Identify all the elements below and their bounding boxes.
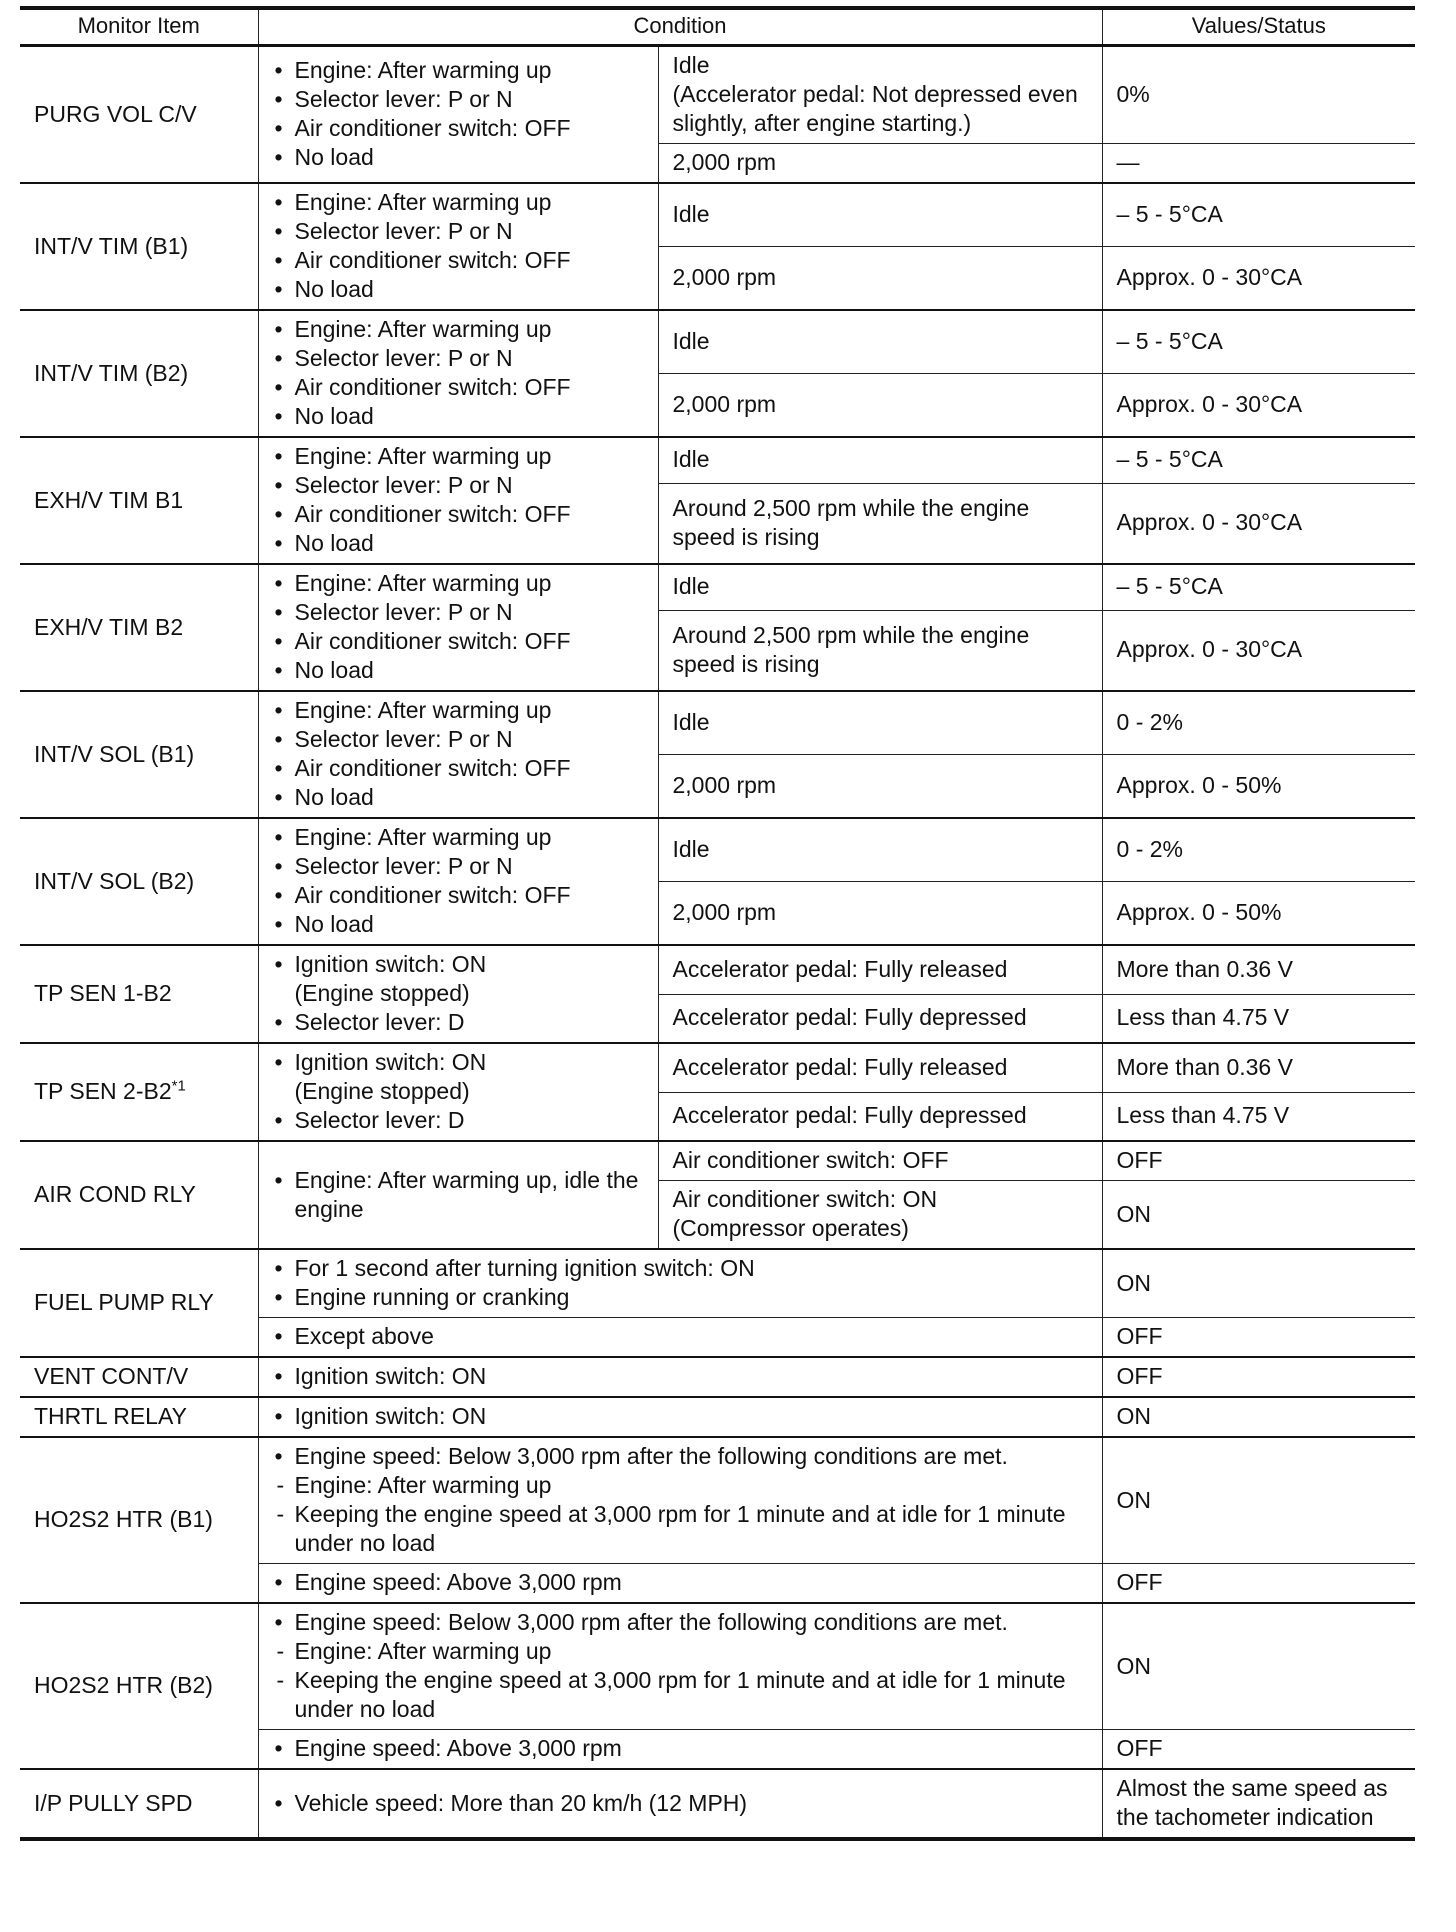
condition-list [273,1568,1088,1597]
condition-list [273,1734,1088,1763]
monitor-item-label: EXH/V TIM B2 [34,613,184,640]
table-row [20,310,1415,374]
condition-list [273,1048,644,1135]
condition-item: • Engine: After warming up [273,56,644,85]
sub-condition-cell: 2,000 rpm [658,374,1102,438]
value-status-cell: Approx. 0 - 30°CA [1102,374,1415,438]
condition-item: • Air conditioner switch: OFF [273,373,644,402]
condition-cell [258,1357,1102,1397]
table-row [20,1603,1415,1730]
condition-cell [258,945,658,1043]
sub-condition-cell: 2,000 rpm [658,247,1102,311]
value-status-cell: Approx. 0 - 30°CA [1102,610,1415,691]
condition-item: - Keeping the engine speed at 3,000 rpm for 1 minute and at idle for 1 minute under no load [273,1500,1088,1558]
monitor-item-int-v-tim-b2 [20,310,258,437]
condition-list [273,315,644,431]
table-row [20,1769,1415,1839]
condition-item: • Selector lever: P or N [273,217,644,246]
value-status-cell: ON [1102,1181,1415,1250]
condition-item: • Air conditioner switch: OFF [273,754,644,783]
condition-item: • No load [273,143,644,172]
monitor-item-thrtl-relay [20,1397,258,1437]
condition-item: • Selector lever: P or N [273,85,644,114]
condition-item: • Air conditioner switch: OFF [273,627,644,656]
sub-condition-cell: Idle [658,691,1102,755]
monitor-item-label: INT/V TIM (B2) [34,359,189,386]
sub-condition-cell: 2,000 rpm [658,144,1102,184]
value-status-cell: Approx. 0 - 30°CA [1102,483,1415,564]
condition-item: • Air conditioner switch: OFF [273,500,644,529]
condition-cell [258,1564,1102,1604]
sub-condition-cell: Air conditioner switch: OFF [658,1141,1102,1181]
monitor-item-vent-cont-v [20,1357,258,1397]
condition-item: • Air conditioner switch: OFF [273,881,644,910]
monitor-item-label: AIR COND RLY [34,1181,196,1207]
table-row [20,437,1415,483]
monitor-item-int-v-sol-b2 [20,818,258,945]
condition-item: - Engine: After warming up [273,1471,1088,1500]
condition-item: • Engine speed: Below 3,000 rpm after the following conditions are met. [273,1442,1088,1471]
monitor-item-tp-sen-1-b2 [20,945,258,1043]
monitor-item-label: PURG VOL C/V [34,100,197,127]
condition-item: • Selector lever: D [273,1106,644,1135]
header-values-status: Values/Status [1102,8,1415,46]
condition-item: - Keeping the engine speed at 3,000 rpm for 1 minute and at idle for 1 minute under no load [273,1666,1088,1724]
monitor-item-label: HO2S2 HTR (B1) [34,1506,213,1532]
table-row [20,1357,1415,1397]
sub-condition-cell: Idle [658,818,1102,882]
header-condition: Condition [258,8,1102,46]
table-row [20,183,1415,247]
condition-item: • No load [273,910,644,939]
table-row [20,818,1415,882]
condition-item: • Ignition switch: ON [273,1362,1088,1391]
table-row [20,1141,1415,1181]
table-row [20,1437,1415,1564]
condition-item: • Selector lever: P or N [273,598,644,627]
condition-item: • For 1 second after turning ignition switch: ON [273,1254,1088,1283]
monitor-item-int-v-sol-b1 [20,691,258,818]
condition-item: • Air conditioner switch: OFF [273,114,644,143]
value-status-cell: Approx. 0 - 50% [1102,882,1415,946]
footnote-marker: *1 [171,1077,186,1095]
value-status-cell: Approx. 0 - 30°CA [1102,247,1415,311]
condition-item: • Selector lever: P or N [273,344,644,373]
condition-item: • Engine: After warming up [273,442,644,471]
monitor-item-label: INT/V SOL (B2) [34,867,195,894]
monitor-item-tp-sen-2-b2 [20,1043,258,1141]
monitor-item-int-v-tim-b1 [20,183,258,310]
value-status-cell: 0 - 2% [1102,691,1415,755]
condition-item: (Engine stopped) [294,980,470,1006]
sub-condition-cell: Idle [658,564,1102,610]
condition-cell [258,1043,658,1141]
value-status-cell: OFF [1102,1318,1415,1358]
monitor-item-ho2s2-htr-b1 [20,1437,258,1603]
condition-item: • Engine speed: Below 3,000 rpm after the following conditions are met. [273,1608,1088,1637]
value-status-cell: – 5 - 5°CA [1102,183,1415,247]
monitor-item-label: I/P PULLY SPD [34,1789,193,1816]
condition-cell [258,1603,1102,1730]
condition-item: • Engine running or cranking [273,1283,1088,1312]
table-header [20,8,1415,46]
condition-cell [258,437,658,564]
value-status-cell: – 5 - 5°CA [1102,437,1415,483]
condition-cell [258,310,658,437]
sub-condition-cell: Around 2,500 rpm while the engine speed is rising [658,610,1102,691]
condition-list [273,823,644,939]
value-status-cell: 0% [1102,46,1415,144]
condition-list [273,1608,1088,1724]
condition-list [273,1402,1088,1431]
condition-list [273,1789,1088,1818]
monitor-item-label: INT/V SOL (B1) [34,740,195,767]
condition-item: • No load [273,656,644,685]
condition-item: • Engine: After warming up, idle the engine [273,1166,644,1224]
condition-cell [258,1318,1102,1358]
condition-list [273,442,644,558]
value-status-cell: Less than 4.75 V [1102,994,1415,1043]
monitor-item-fuel-pump-rly [20,1249,258,1357]
condition-cell [258,818,658,945]
condition-cell [258,691,658,818]
table-row [20,1397,1415,1437]
condition-item: • No load [273,529,644,558]
value-status-cell: ON [1102,1437,1415,1564]
header-monitor-item: Monitor Item [20,8,258,46]
value-status-cell: — [1102,144,1415,184]
monitor-item-air-cond-rly [20,1141,258,1249]
sub-condition-cell: Accelerator pedal: Fully released [658,945,1102,994]
condition-item: • Air conditioner switch: OFF [273,246,644,275]
condition-item: • Selector lever: P or N [273,725,644,754]
condition-item: • Engine speed: Above 3,000 rpm [273,1568,1088,1597]
table-row [20,1249,1415,1318]
monitor-item-purg-vol-c-v [20,46,258,184]
condition-item: - Engine: After warming up [273,1637,1088,1666]
sub-condition-cell: Accelerator pedal: Fully released [658,1043,1102,1092]
condition-item: • Engine: After warming up [273,569,644,598]
value-status-cell: 0 - 2% [1102,818,1415,882]
condition-item: • Vehicle speed: More than 20 km/h (12 MPH) [273,1789,1088,1818]
value-status-cell: More than 0.36 V [1102,945,1415,994]
condition-list [273,56,644,172]
condition-item: (Engine stopped) [294,1078,470,1104]
monitor-item-i-p-pully-spd [20,1769,258,1839]
value-status-cell: OFF [1102,1564,1415,1604]
table-row [20,1043,1415,1092]
value-status-cell: ON [1102,1249,1415,1318]
condition-item: • No load [273,275,644,304]
sub-condition-cell: Accelerator pedal: Fully depressed [658,994,1102,1043]
value-status-cell: Almost the same speed as the tachometer indication [1102,1769,1415,1839]
sub-condition-cell: Around 2,500 rpm while the engine speed is rising [658,483,1102,564]
condition-item: • Ignition switch: ON [273,1402,1088,1431]
monitor-item-label: EXH/V TIM B1 [34,486,184,513]
sub-condition-cell: Idle (Accelerator pedal: Not depressed even slightly, after engine starting.) [658,46,1102,144]
condition-cell [258,1249,1102,1318]
condition-item: • Engine: After warming up [273,696,644,725]
condition-item: • Engine: After warming up [273,315,644,344]
condition-item: • Ignition switch: ON [273,1048,644,1077]
condition-item: • No load [273,783,644,812]
sub-condition-cell: Idle [658,183,1102,247]
condition-list [273,950,644,1037]
condition-list [273,1322,1088,1351]
monitor-item-exh-v-tim-b2 [20,564,258,691]
condition-item: • Except above [273,1322,1088,1351]
monitor-item-label: FUEL PUMP RLY [34,1289,214,1315]
condition-item: • Selector lever: P or N [273,471,644,500]
sub-condition-cell: Idle [658,310,1102,374]
condition-list [273,1166,644,1224]
monitor-spec-table [20,6,1415,1841]
condition-list [273,1442,1088,1558]
value-status-cell: ON [1102,1603,1415,1730]
sub-condition-cell: 2,000 rpm [658,882,1102,946]
value-status-cell: – 5 - 5°CA [1102,564,1415,610]
condition-cell [258,1141,658,1249]
value-status-cell: OFF [1102,1730,1415,1770]
condition-item: • Selector lever: D [273,1008,644,1037]
table-row [20,945,1415,994]
condition-list [273,696,644,812]
value-status-cell: ON [1102,1397,1415,1437]
monitor-item-label: TP SEN 1-B2 [34,980,172,1006]
condition-list [273,569,644,685]
monitor-item-label: THRTL RELAY [34,1403,187,1429]
condition-list [273,1362,1088,1391]
condition-item: • Ignition switch: ON [273,950,644,979]
condition-item: • Engine: After warming up [273,188,644,217]
table-row [20,564,1415,610]
value-status-cell: – 5 - 5°CA [1102,310,1415,374]
sub-condition-cell: Accelerator pedal: Fully depressed [658,1092,1102,1141]
condition-list [273,188,644,304]
condition-cell [258,46,658,184]
condition-cell [258,1397,1102,1437]
header-row [20,8,1415,46]
condition-item: • Engine speed: Above 3,000 rpm [273,1734,1088,1763]
sub-condition-cell: 2,000 rpm [658,755,1102,819]
condition-item: • Selector lever: P or N [273,852,644,881]
condition-cell [258,1769,1102,1839]
monitor-item-label: INT/V TIM (B1) [34,232,189,259]
table-body [20,46,1415,1840]
condition-cell [258,1730,1102,1770]
value-status-cell: OFF [1102,1141,1415,1181]
condition-item: • No load [273,402,644,431]
condition-item: • Engine: After warming up [273,823,644,852]
condition-list [273,1254,1088,1312]
monitor-item-label: VENT CONT/V [34,1363,189,1389]
monitor-item-exh-v-tim-b1 [20,437,258,564]
value-status-cell: OFF [1102,1357,1415,1397]
monitor-item-label: HO2S2 HTR (B2) [34,1672,213,1698]
sub-condition-cell: Idle [658,437,1102,483]
condition-cell [258,564,658,691]
monitor-item-ho2s2-htr-b2 [20,1603,258,1769]
sub-condition-cell: Air conditioner switch: ON (Compressor operates) [658,1181,1102,1250]
table-row [20,691,1415,755]
value-status-cell: Less than 4.75 V [1102,1092,1415,1141]
table-row [20,46,1415,144]
value-status-cell: More than 0.36 V [1102,1043,1415,1092]
condition-cell [258,1437,1102,1564]
monitor-item-label: TP SEN 2-B2 [34,1078,172,1104]
value-status-cell: Approx. 0 - 50% [1102,755,1415,819]
condition-cell [258,183,658,310]
